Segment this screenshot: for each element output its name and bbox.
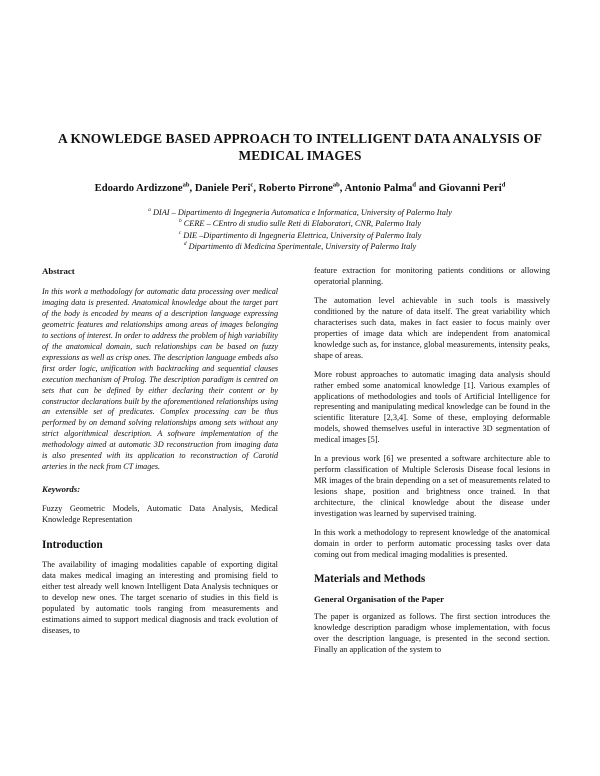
methods-heading: Materials and Methods xyxy=(314,572,426,585)
affiliation: $^a$ DIAI – Dipartimento di Ingegneria Automatica e Informatica, University of Palermo Italy xyxy=(148,207,452,217)
paper-title xyxy=(40,130,560,164)
title-line-1: A KNOWLEDGE BASED APPROACH TO INTELLIGENT DATA ANALYSIS OF xyxy=(57,131,542,146)
introduction-text: The availability of imaging modalities capable of exporting digital data makes medical imaging an interesting and promising field to either test already well known Intelligent Data Analysis techniques or to develop new ones. The target scenario of studies in this field is populated by automatic tools ranging from measurements and estimations aimed to support medical diagnosis and track evolution of diseases, to xyxy=(42,560,278,635)
paragraph: In this work a methodology to represent knowledge of the anatomical domain in order to perform automatic processing tasks over data coming out from medical imaging modalities is presented. xyxy=(314,528,550,559)
general-organisation-text: The paper is organized as follows. The first section introduces the knowledge description paradigm whose implementation, with focus over the description language, is presented in the second section. Finally an application of the system to xyxy=(314,611,550,654)
general-organisation-heading: General Organisation of the Paper xyxy=(314,593,444,604)
left-column xyxy=(42,266,278,637)
affiliation: $^b$ CERE – CEntro di studio sulle Reti di Elaboratori, CNR, Palermo Italy xyxy=(178,218,422,229)
author: Edoardo Ardizzone$^{ab}$, xyxy=(94,181,195,194)
abstract-heading: Abstract xyxy=(42,266,75,276)
author: Roberto Pirrone$^{ab}$, xyxy=(258,181,345,194)
affiliation: $^d$ Dipartimento di Medicina Sperimentale, University of Palermo Italy xyxy=(183,241,417,252)
paragraph: In a previous work [6] we presented a software architecture able to perform classification of Multiple Sclerosis Disease focal lesions in MR images of the brain depending on a set of measurements related to lesions shape, position and brightness once trained. In that architecture, the clinical knowledge about the disease under investigation was learned by supervised training. xyxy=(314,454,550,519)
right-column xyxy=(314,266,550,656)
introduction-heading: Introduction xyxy=(42,539,103,552)
affiliations xyxy=(60,207,540,253)
paragraph: The automation level achievable in such tools is massively conditioned by the nature of data itself. The great variability which characterises such data, makes in fact easier to focus mainly over properties of image data which are independent from anatomical knowledge such as, for instance, global measurements, intensity peaks, shape of areas. xyxy=(314,295,550,360)
keywords-text: Fuzzy Geometric Models, Automatic Data Analysis, Medical Knowledge Representation xyxy=(42,504,278,525)
title-line-2: MEDICAL IMAGES xyxy=(238,148,362,163)
affiliation: $^c$ DIE –Dipartimento di Ingegneria Elettrica, University of Palermo Italy xyxy=(178,230,422,240)
abstract-text: In this work a methodology for automatic data processing over medical imaging data is presented. Anatomical knowledge about the target part of the body is encoded by means of a description language expressing geometric features and relationships among areas of images belonging to sections of interest. In order to address the problem of high variability of the anatomical domain, such relationships can be based on fuzzy expressions as well as crisp ones. The description language embeds also first order logic, unification with backtracking and sequential clauses execution mechanism of Prolog. The description paradigm is centred on sets that can be defined by either declaring their content or by constructor declarations built by the aforementioned relationships using an extensible set of predicates. Complex processing can be thus performed by on demand solving relationships among sets without any strict algorithmical description. A software implementation of the methodology aimed at automatic 3D reconstruction from imaging data is also presented with its application to reconstruction of Carotid arteries in the neck from CT images. xyxy=(42,287,278,472)
author: Giovanni Peri$^d$ xyxy=(438,181,506,194)
author: Daniele Peri$^c$, xyxy=(194,181,259,194)
paragraph: feature extraction for monitoring patients conditions or allowing operatorial planning. xyxy=(314,266,550,286)
author-list xyxy=(40,183,560,194)
paragraph: More robust approaches to automatic imaging data analysis should rather embed some anatomical knowledge [1]. Various examples of applications of methodologies and tools of Artificial Intelligence for representing and manipulating medical knowledge can be found in the scientific literature [2,3,4]. Some of these, employing deformable models, showed themselves useful in interactive 3D segmentation of medical images [5]. xyxy=(314,369,550,445)
author: Antonio Palma$^d$ and xyxy=(344,181,439,194)
keywords-heading: Keywords: xyxy=(42,484,81,495)
